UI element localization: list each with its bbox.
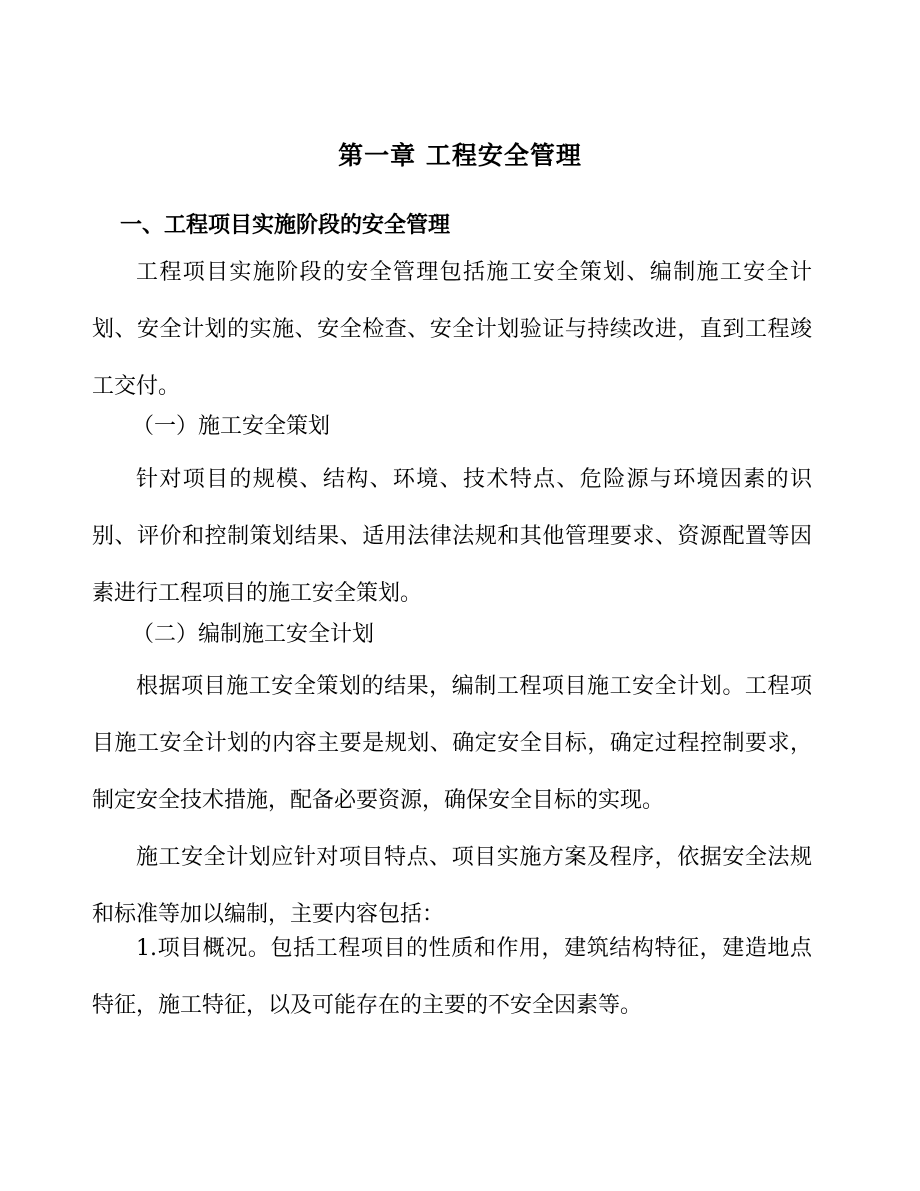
chapter-title: 第一章 工程安全管理 [338, 141, 582, 170]
subsection-heading-safety-planning: （一）施工安全策划 [132, 414, 331, 439]
section-heading: 一、工程项目实施阶段的安全管理 [120, 212, 451, 238]
safety-plan-paragraph-2: 施工安全计划应针对项目特点、项目实施方案及程序，依据安全法规和标准等加以编制，主要内容包括： [92, 845, 812, 927]
safety-planning-paragraph: 针对项目的规模、结构、环境、技术特点、危险源与环境因素的识别、评价和控制策划结果、适用法律法规和其他管理要求、资源配置等因素进行工程项目的施工安全策划。 [92, 467, 812, 606]
section-intro-paragraph: 工程项目实施阶段的安全管理包括施工安全策划、编制施工安全计划、安全计划的实施、安全检查、安全计划验证与持续改进，直到工程竣工交付。 [92, 260, 812, 399]
list-item-project-overview: 1.项目概况。包括工程项目的性质和作用，建筑结构特征，建造地点特征，施工特征，以及可能存在的主要的不安全因素等。 [92, 936, 812, 1018]
safety-plan-paragraph-1: 根据项目施工安全策划的结果，编制工程项目施工安全计划。工程项目施工安全计划的内容主要是规划、确定安全目标，确定过程控制要求，制定安全技术措施，配备必要资源，确保安全目标的实现。 [92, 674, 812, 813]
subsection-heading-safety-plan: （二）编制施工安全计划 [132, 622, 375, 647]
